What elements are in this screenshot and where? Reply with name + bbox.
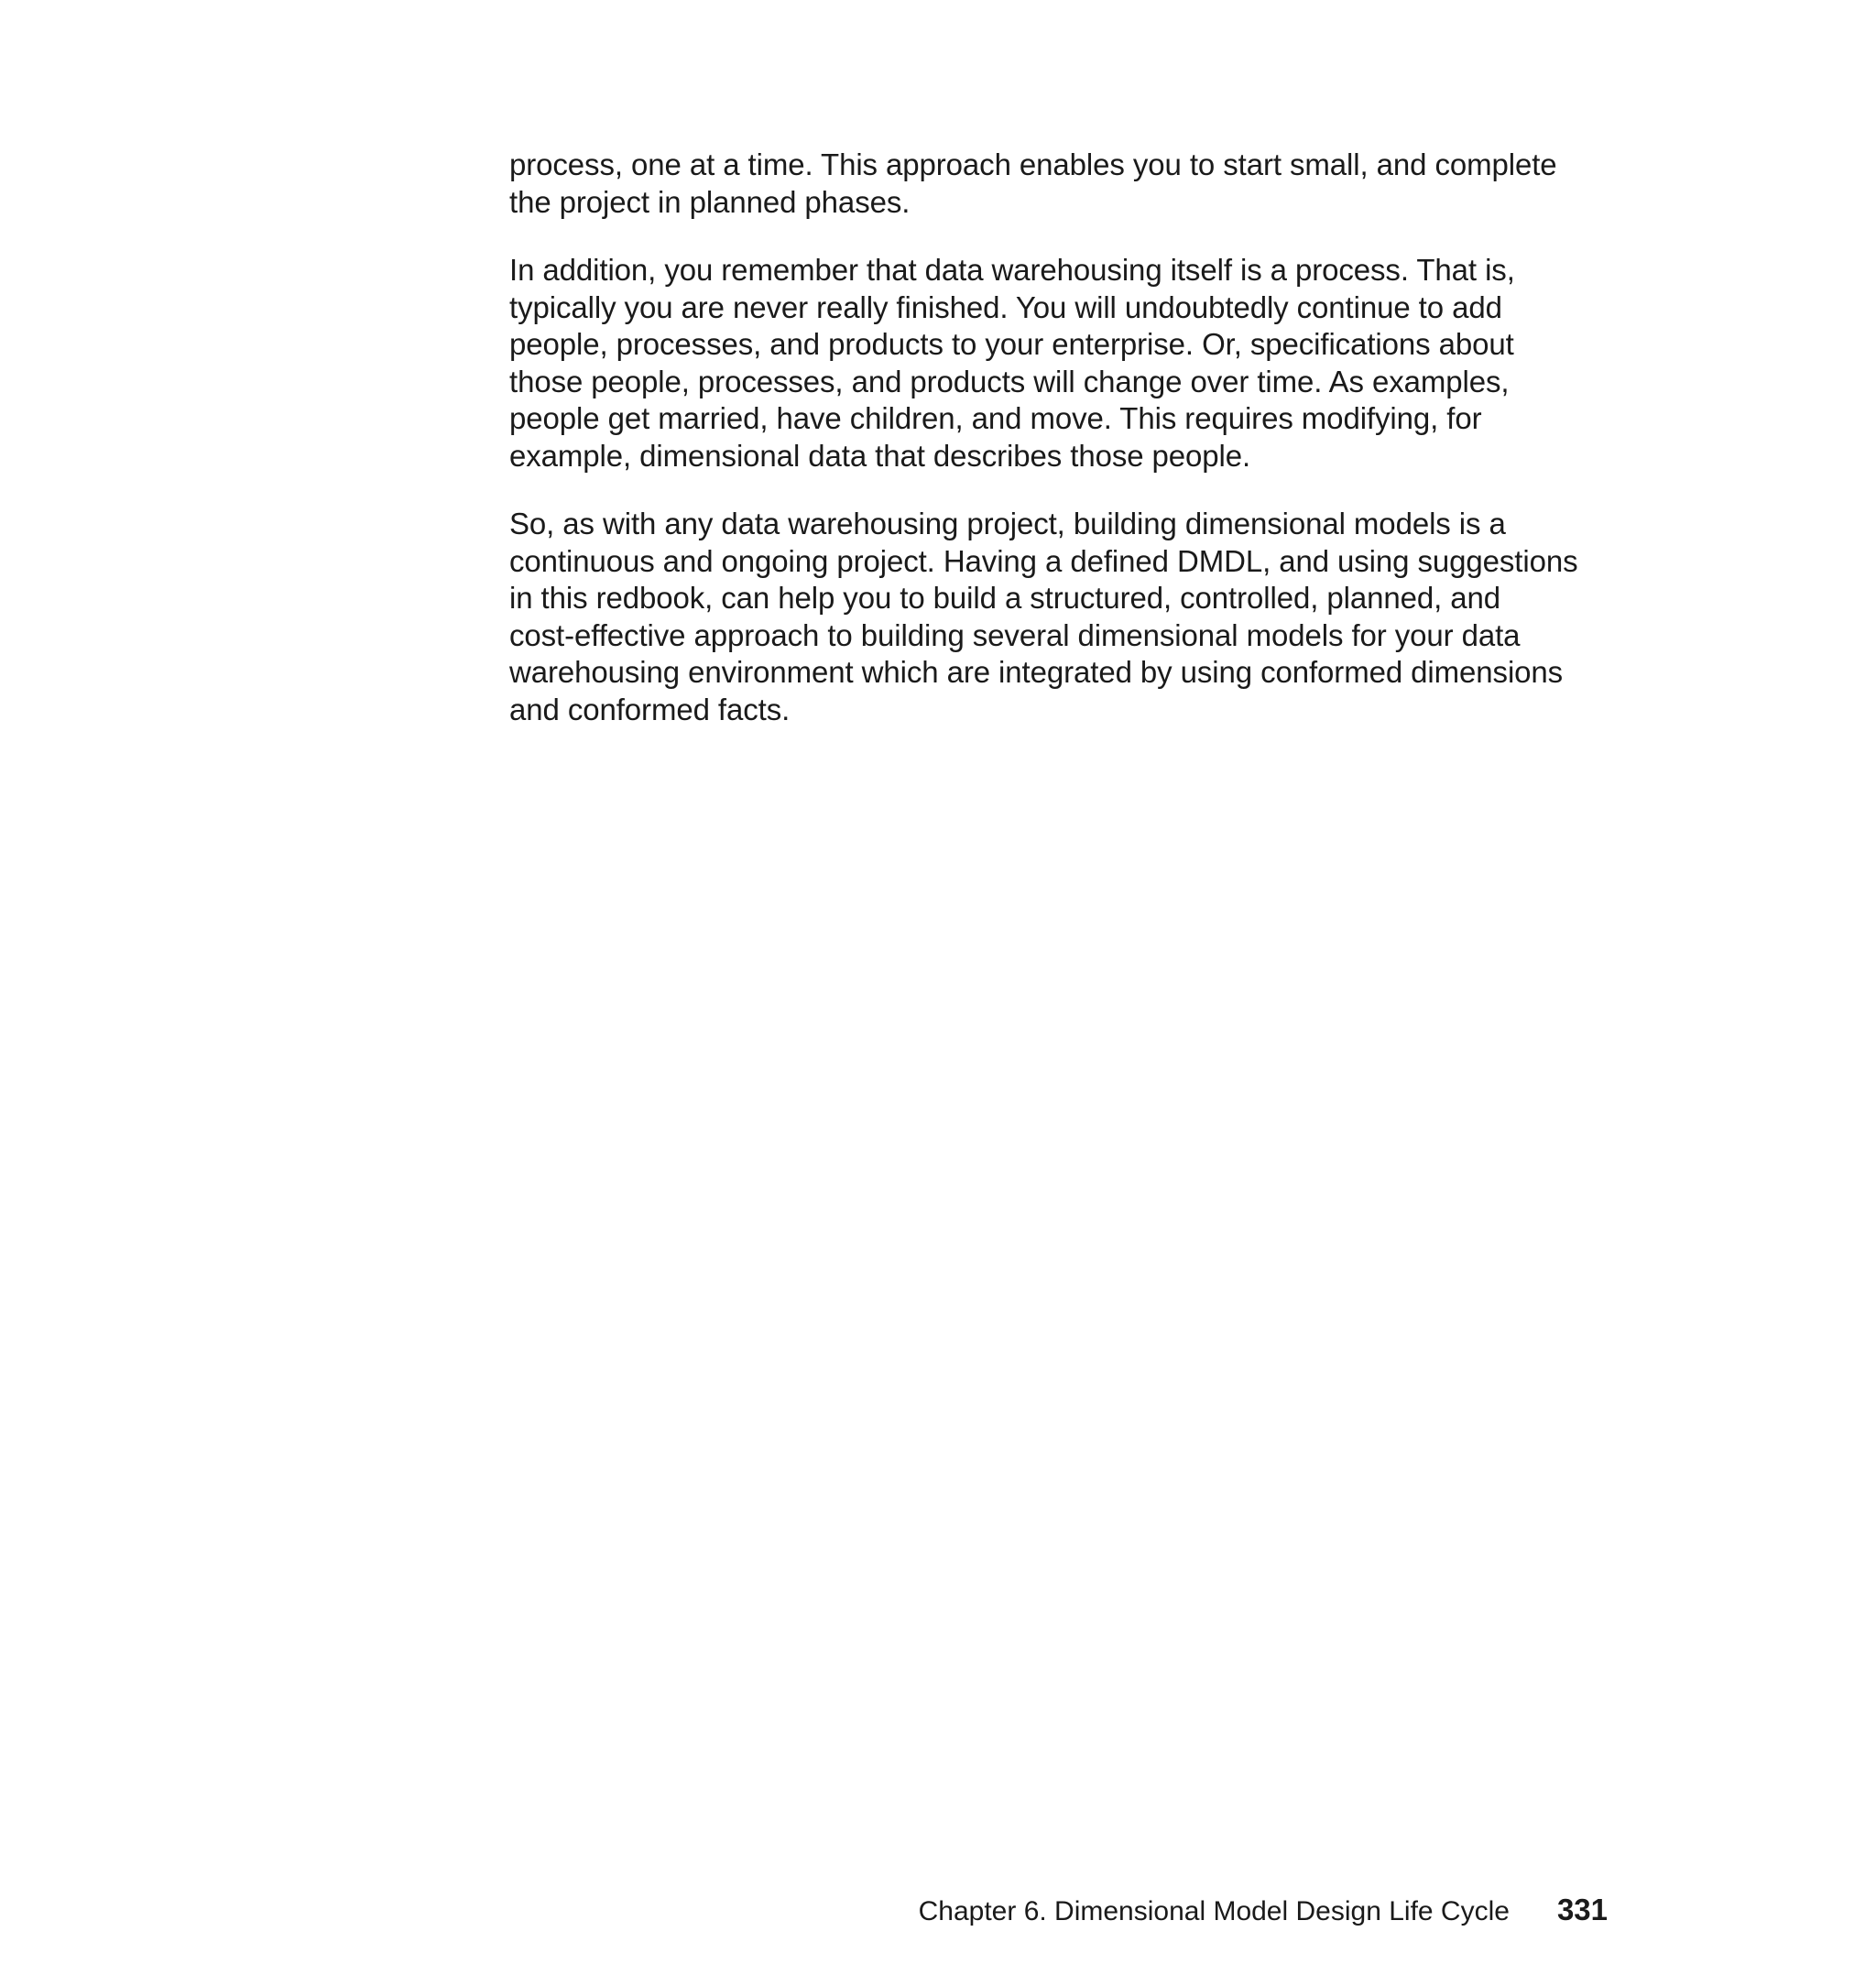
text-line: the project in planned phases. — [509, 184, 911, 219]
body-text — [509, 147, 1618, 759]
text-line: continuous and ongoing project. Having a defined DMDL, and using suggestions — [509, 543, 1578, 578]
page-footer — [919, 1893, 1608, 1927]
text-line: example, dimensional data that describes those people. — [509, 438, 1251, 473]
text-line: So, as with any data warehousing project, building dimensional models is a — [509, 507, 1506, 540]
page-number: 331 — [1556, 1893, 1608, 1926]
footer-chapter-title: Chapter 6. Dimensional Model Design Life Cycle — [918, 1896, 1510, 1926]
text-line: warehousing environment which are integrated by using conformed dimensions — [509, 655, 1564, 689]
text-line: In addition, you remember that data warehousing itself is a process. That is, — [509, 253, 1515, 287]
paragraph-2 — [509, 252, 1618, 475]
text-line: typically you are never really finished. You will undoubtedly continue to add — [509, 289, 1502, 324]
paragraph-1 — [509, 147, 1618, 221]
text-line: in this redbook, can help you to build a structured, controlled, planned, and — [509, 581, 1501, 615]
text-line: cost-effective approach to building several dimensional models for your data — [509, 617, 1521, 652]
text-line: and conformed facts. — [509, 692, 791, 726]
text-line: people, processes, and products to your enterprise. Or, specifications about — [509, 327, 1514, 361]
paragraph-3 — [509, 506, 1618, 728]
text-line: process, one at a time. This approach enables you to start small, and complete — [509, 147, 1557, 181]
text-line: those people, processes, and products will change over time. As examples, — [509, 364, 1510, 398]
text-line: people get married, have children, and move. This requires modifying, for — [509, 401, 1482, 435]
